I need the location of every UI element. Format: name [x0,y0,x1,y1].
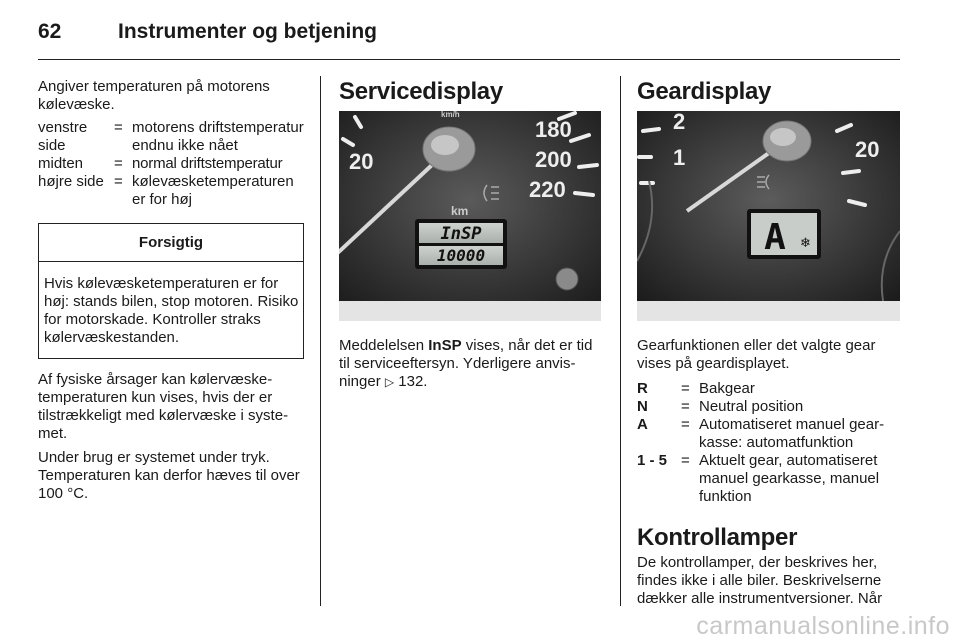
definition-desc: Automatiseret manuel gearkasse: automatfunktion [699,416,885,451]
definition-term: A [637,416,648,433]
gear-indicator: A [764,217,786,258]
watermark: carmanualsonline.info [696,612,950,640]
body-paragraph: De kontrollamper, der beskrives her, findes ikke i alle biler. Beskrivelserne dækker alle instrumentversioner. Når [637,554,883,607]
definition-row [38,173,304,209]
section-heading: Kontrollamper [637,524,798,551]
body-paragraph: Under brug er systemet under tryk. Temperaturen kan derfor hæves til over 100 °C. [38,449,300,502]
definition-eq: = [114,155,123,172]
definition-term: 1 - 5 [637,452,668,469]
gauge-unit: km/h [441,111,460,119]
definition-eq: = [114,173,123,190]
column-1 [38,78,304,503]
text-run: vises, når det er tid til serviceeftersyn. Yderligere anvisninger [339,337,593,390]
definition-desc: normal driftstemperatur [132,155,283,172]
definition-row [637,380,903,398]
page-title: Instrumenter og betjening [118,20,378,43]
caution-text: Hvis kølevæsketemperaturen er for høj: stands bilen, stop motoren. Risiko for motorskade. Kontroller straks kølervæskestanden. [44,275,299,346]
definition-term: venstre side [38,119,88,154]
lcd-odometer: 10000 [436,246,486,265]
gauge-label: 2 [673,111,686,134]
bold-term: InSP [428,337,462,354]
definition-eq: = [681,380,690,397]
arrow-ref-icon: ▷ [384,375,395,389]
definition-row [38,155,304,173]
definition-term: midten [38,155,84,172]
gauge-label: 220 [529,177,566,202]
definition-desc: Neutral position [699,398,804,415]
column-3-text [637,337,903,608]
section-heading: Geardisplay [637,78,772,105]
column-2 [339,78,605,106]
body-paragraph: Af fysiske årsager kan kølervæsketemperaturen kun vises, hvis der er tilstrækkeligt med kølervæske i systemet. [38,371,289,442]
gear-display-image [637,111,900,321]
body-paragraph: Gearfunktionen eller det valgte gear vises på geardisplayet. [637,337,876,372]
odometer-unit: km [451,204,469,218]
column-2-text [339,337,605,391]
column-3 [637,78,903,106]
definition-row [637,398,903,416]
definition-desc: Bakgear [699,380,755,397]
gauge-label: 20 [349,149,374,174]
intro-text: Angiver temperaturen på motorens kølevæske. [38,78,270,113]
caution-box [38,223,304,359]
snowflake-icon: ❄ [800,236,811,251]
caution-heading: Forsigtig [39,224,303,262]
column-divider [620,76,621,606]
gear-cluster-illustration [637,111,900,321]
section-heading: Servicedisplay [339,78,503,105]
page-number: 62 [38,20,62,43]
definition-term: R [637,380,648,397]
text-run: Meddelelsen [339,337,429,354]
service-display-image [339,111,601,321]
definition-eq: = [114,119,123,136]
gauge-label: 20 [855,137,880,162]
gauge-label: 180 [535,117,572,142]
definition-term: N [637,398,648,415]
definition-eq: = [681,416,690,433]
definition-term: højre side [38,173,104,190]
definition-eq: = [681,452,690,469]
instrument-cluster-illustration [339,111,601,321]
definition-row [637,416,903,452]
body-paragraph [339,337,605,391]
definition-row [38,119,304,155]
page-reference: 132. [398,373,428,390]
definition-desc: Aktuelt gear, automatiseret manuel gearkasse, manuel funktion [699,452,880,505]
definition-row [637,452,903,506]
definition-eq: = [681,398,690,415]
header-rule [38,59,900,60]
lcd-message: InSP [440,224,482,244]
gauge-label: 1 [673,145,686,170]
definition-desc: kølevæsketemperaturen er for høj [132,173,294,208]
column-divider [320,76,321,606]
definition-desc: motorens driftstemperatur endnu ikke nået [132,119,304,154]
gauge-label: 200 [535,147,572,172]
